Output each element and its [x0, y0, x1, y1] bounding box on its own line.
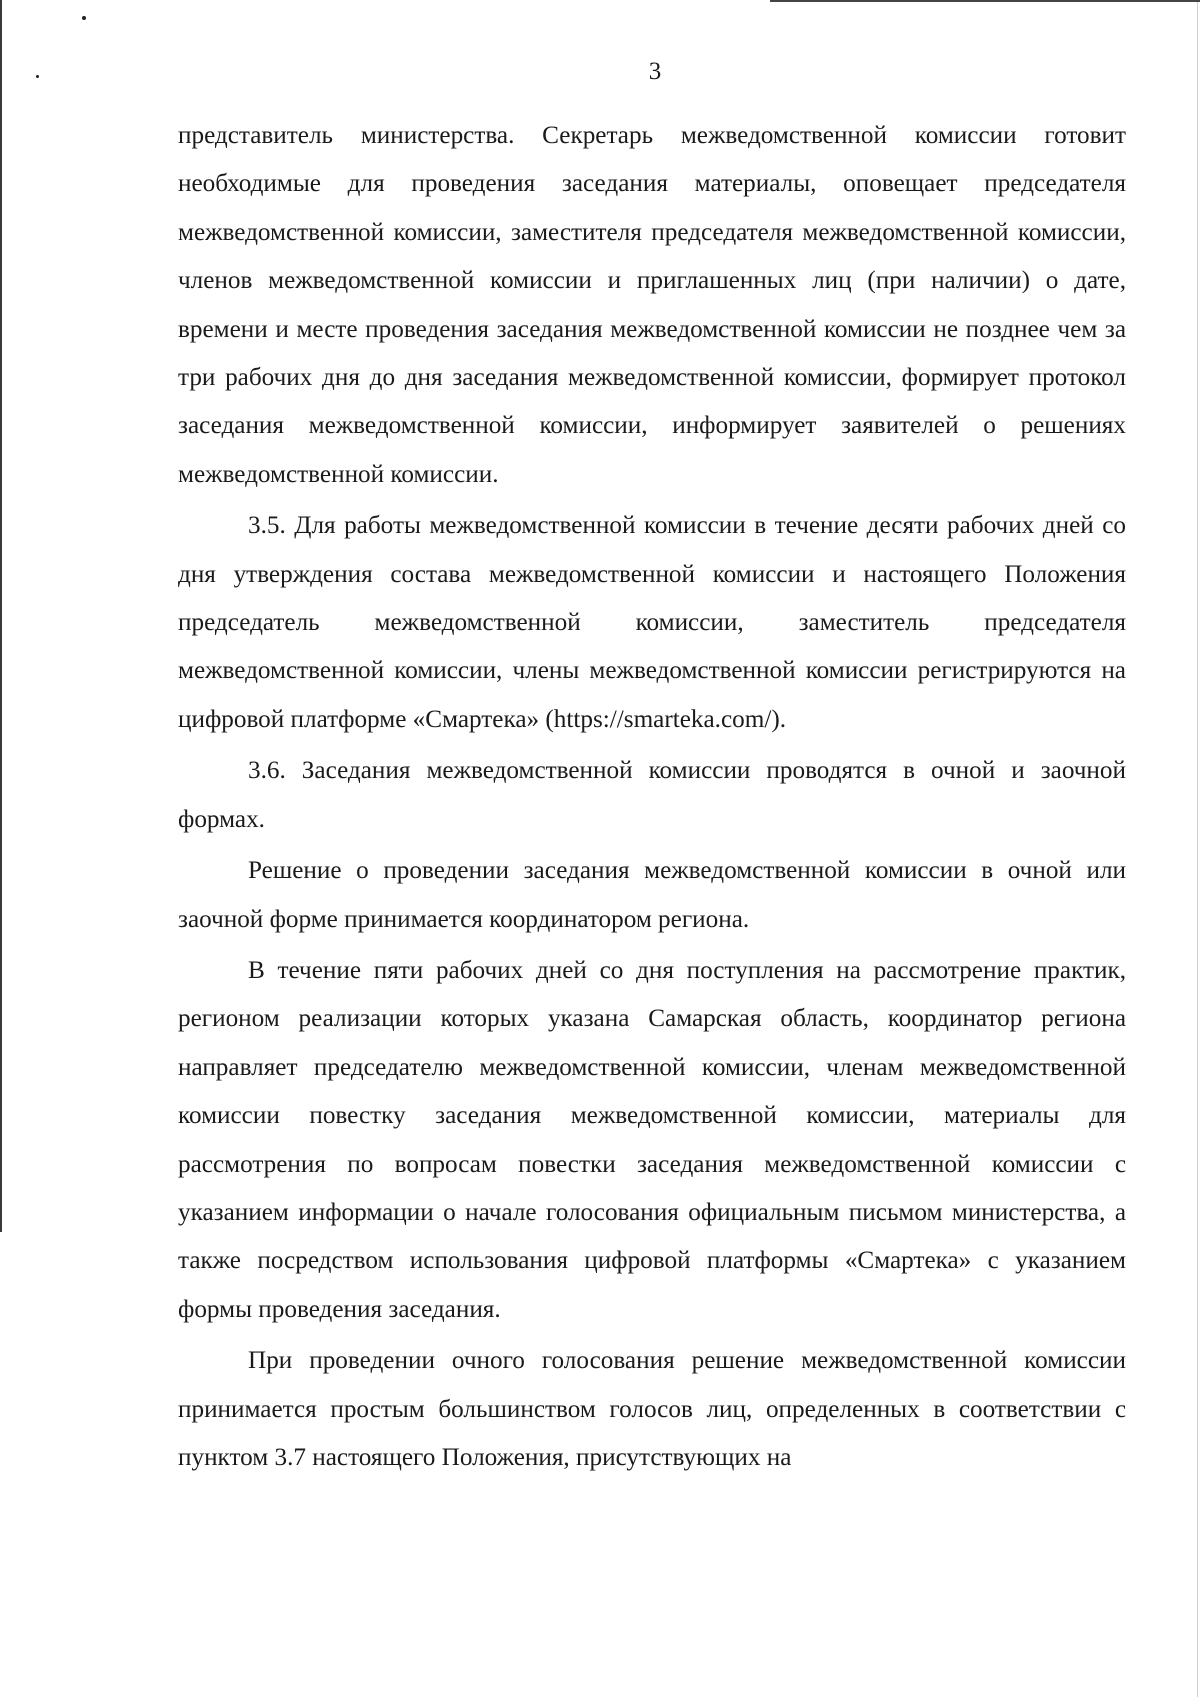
document-body [178, 112, 1126, 1482]
paragraph-agenda: В течение пяти рабочих дней со дня поступления на рассмотрение практик, регионом реализации которых указана Самарская область, координатор региона направляет председателю межведомственной комиссии, членам межведомственной комиссии повестку заседания межведомственной комиссии, материалы для рассмотрения по вопросам повестки заседания межведомственной комиссии с указанием информации о начале голосования официальным письмом министерства, а также посредством использования цифровой платформы «Смартека» с указанием формы проведения заседания. [178, 956, 1126, 1323]
scan-edge-left [0, 0, 2, 1232]
paragraph-voting: При проведении очного голосования решение межведомственной комиссии принимается простым большинством голосов лиц, определенных в соответствии с пунктом 3.7 настоящего Положения, присутствующих на [178, 1347, 1126, 1471]
paragraph-continuation: представитель министерства. Секретарь межведомственной комиссии готовит необходимые для проведения заседания материалы, оповещает председателя межведомственной комиссии, заместителя председателя межведомственной комиссии, членов межведомственной комиссии и приглашенных лиц (при наличии) о дате, времени и месте проведения заседания межведомственной комиссии не позднее чем за три рабочих дня до дня заседания межведомственной комиссии, формирует протокол заседания межведомственной комиссии, информирует заявителей о решениях межведомственной комиссии. [178, 122, 1126, 488]
scan-edge-right [1197, 0, 1198, 1697]
paragraph-decision-form: Решение о проведении заседания межведомственной комиссии в очной или заочной форме принимается координатором региона. [178, 857, 1126, 933]
paragraph-3-5: 3.5. Для работы межведомственной комиссии в течение десяти рабочих дней со дня утверждения состава межведомственной комиссии и настоящего Положения председатель межведомственной комиссии, заместитель председателя межведомственной комиссии, члены межведомственной комиссии регистрируются на цифровой платформе «Смартека» (https://smarteka.com/). [178, 512, 1126, 733]
scan-speck [82, 16, 86, 20]
page-number: 3 [648, 58, 662, 85]
scan-edge-top [770, 0, 1200, 2]
paragraph-3-6: 3.6. Заседания межведомственной комиссии проводятся в очной и заочной формах. [178, 757, 1126, 833]
